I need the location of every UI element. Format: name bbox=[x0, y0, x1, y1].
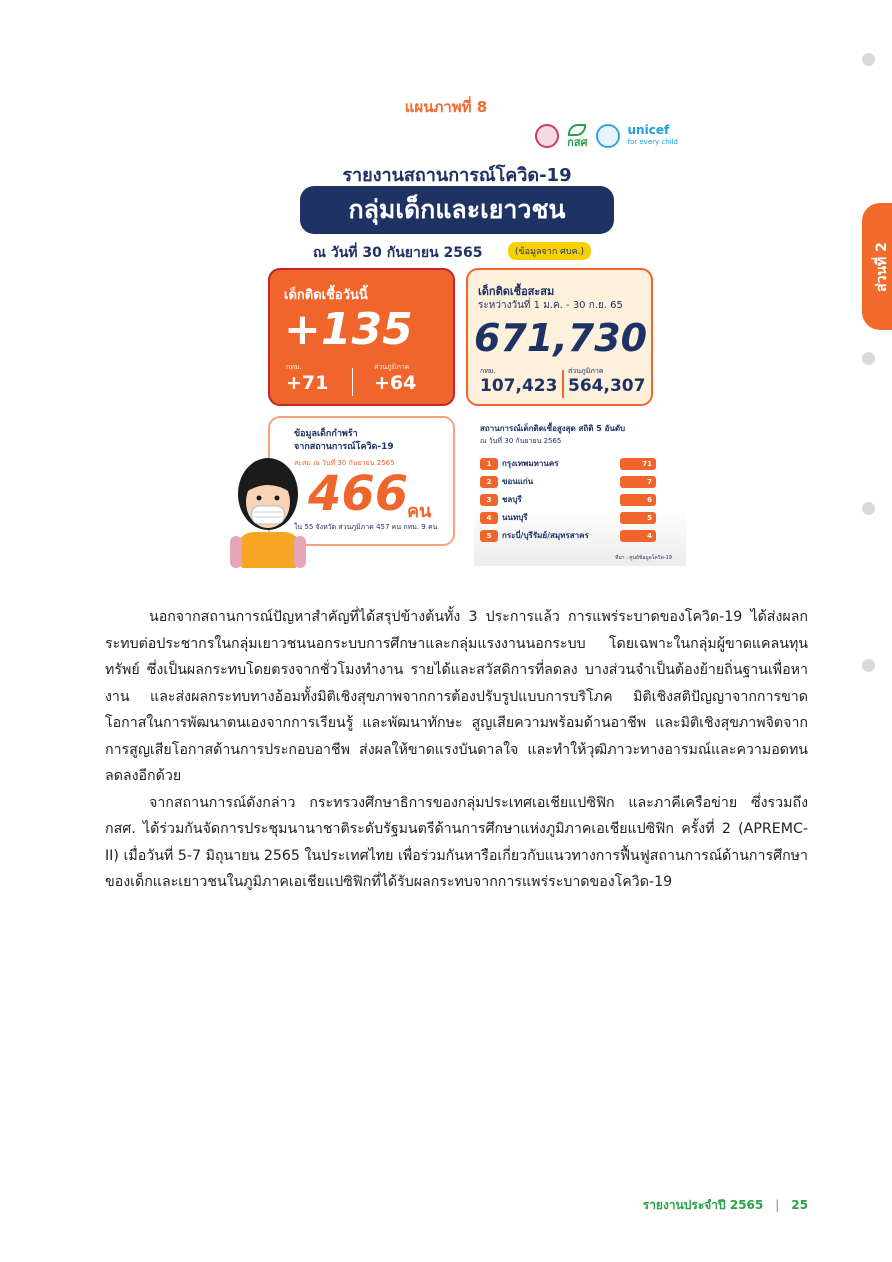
body-text bbox=[105, 604, 808, 896]
page-footer bbox=[0, 1196, 808, 1215]
ranking-row: 4 นนทบุรี 5 bbox=[480, 512, 684, 525]
ranking-as-of: ณ วันที่ 30 กันยายน 2565 bbox=[480, 437, 562, 445]
cumulative-heading: เด็กติดเชื้อสะสม bbox=[478, 285, 555, 298]
divider bbox=[562, 370, 564, 398]
section-tab bbox=[862, 203, 892, 330]
partner-logos bbox=[535, 120, 678, 152]
ranking-credit: ที่มา : ศูนย์ข้อมูลโควิด-19 bbox=[615, 555, 672, 561]
ranking-row: 1 กรุงเทพมหานคร 71 bbox=[480, 458, 684, 471]
daily-bkk-value: +71 bbox=[286, 372, 329, 394]
cumulative-region-label: ส่วนภูมิภาค bbox=[568, 367, 604, 375]
cumulative-bkk-label: กทม. bbox=[480, 367, 496, 375]
cumulative-infections-card bbox=[466, 268, 653, 406]
cumulative-total: 671,730 bbox=[474, 316, 648, 360]
daily-total: +135 bbox=[284, 304, 413, 355]
moe-seal-icon bbox=[535, 124, 559, 148]
cumulative-bkk-value: 107,423 bbox=[480, 376, 558, 396]
daily-bkk-label: กทม. bbox=[286, 363, 302, 371]
leaf-icon bbox=[568, 124, 586, 136]
girl-with-mask-illustration bbox=[228, 454, 308, 568]
orphans-unit: คน bbox=[407, 501, 432, 522]
orphans-total: 466 bbox=[308, 466, 409, 522]
footer-report-name: รายงานประจำปี 2565 bbox=[642, 1198, 764, 1212]
eef-logo: กสศ bbox=[567, 124, 587, 148]
cumulative-period: ระหว่างวันที่ 1 ม.ค. - 30 ก.ย. 65 bbox=[478, 300, 623, 311]
ranking-row: 2 ขอนแก่น 7 bbox=[480, 476, 684, 489]
daily-region-value: +64 bbox=[374, 372, 417, 394]
figure-caption: แผนภาพที่ 8 bbox=[404, 98, 488, 116]
orphans-heading: ข้อมูลเด็กกำพร้า จากสถานการณ์โควิด-19 bbox=[294, 429, 394, 452]
ranking-row: 5 กระบี่/บุรีรัมย์/สมุทรสาคร 4 bbox=[480, 530, 684, 543]
report-title: รายงานสถานการณ์โควิด-19 bbox=[342, 165, 572, 186]
page-dot bbox=[862, 53, 875, 66]
orphans-as-of: สะสม ณ วันที่ 30 กันยายน 2565 bbox=[294, 459, 395, 467]
daily-infections-card bbox=[268, 268, 455, 406]
cumulative-region-value: 564,307 bbox=[568, 376, 646, 396]
ranking-row: 3 ชลบุรี 6 bbox=[480, 494, 684, 507]
divider bbox=[352, 368, 353, 396]
top5-provinces-panel bbox=[474, 416, 686, 566]
paragraph: จากสถานการณ์ดังกล่าว กระทรวงศึกษาธิการของกลุ่มประเทศเอเชียแปซิฟิก และภาคีเครือข่าย ซึ่งรวมถึง กสศ. ได้ร่วมกันจัดการประชุมนานาชาติระดับรัฐมนตรีด้านการศึกษาแห่งภูมิภาคเอเชียแปซิฟิก ครั้งที่ 2 (APREMC-II) เมื่อวันที่ 5-7 มิถุนายน 2565 ในประเทศไทย เพื่อร่วมกันหารือเกี่ยวกับแนวทางการฟื้นฟูสถานการณ์ด้านการศึกษาของเด็กและเยาวชนในภูมิภาคเอเชียแปซิฟิกที่ได้รับผลกระทบจากการแพร่ระบาดของโควิด-19 bbox=[105, 794, 808, 890]
unicef-logo: unicef for every child bbox=[627, 123, 678, 146]
covid-infographic bbox=[228, 118, 686, 568]
orphans-note: ใน 55 จังหวัด ส่วนภูมิภาค 457 คน กทม. 9 คน bbox=[294, 523, 438, 531]
report-date: ณ วันที่ 30 กันยายน 2565 bbox=[313, 245, 483, 261]
page-number: 25 bbox=[791, 1198, 808, 1212]
section-tab-label: ส่วนที่ 2 bbox=[874, 241, 890, 292]
page-dot bbox=[862, 502, 875, 515]
page-dot bbox=[862, 659, 875, 672]
daily-heading: เด็กติดเชื้อวันนี้ bbox=[284, 288, 368, 303]
daily-region-label: ส่วนภูมิภาค bbox=[374, 363, 410, 371]
paragraph: นอกจากสถานการณ์ปัญหาสำคัญที่ได้สรุปข้างต้นทั้ง 3 ประการแล้ว การแพร่ระบาดของโควิด-19 ได้ส่งผลกระทบต่อประชากรในกลุ่มเยาวชนนอกระบบการศึกษาและกลุ่มแรงงานนอกระบบ โดยเฉพาะในกลุ่มผู้ขาดแคลนทุนทรัพย์ ซึ่งเป็นผลกระทบโดยตรงจากชั่วโมงทำงาน รายได้และสวัสดิการที่ลดลง บางส่วนจำเป็นต้องย้ายถิ่นฐานเพื่อหางาน และส่งผลกระทบทางอ้อมทั้งมิติเชิงสุขภาพจากการต้องปรับรูปแบบการบริโภค มิติเชิงสติปัญญาจากการขาดโอกาสในการพัฒนาตนเองจากการเรียนรู้ และพัฒนาทักษะ สูญเสียความพร้อมด้านอาชีพ และมิติเชิงสุขภาพจิตจากการสูญเสียโอกาสด้านการประกอบอาชีพ ส่งผลให้ขาดแรงบันดาลใจ และทำให้วุฒิภาวะทางอารมณ์และความอดทนลดลงอีกด้วย bbox=[105, 609, 808, 784]
group-title: กลุ่มเด็กและเยาวชน bbox=[300, 186, 614, 234]
footer-separator: | bbox=[775, 1198, 780, 1212]
source-badge: (ข้อมูลจาก ศบค.) bbox=[508, 242, 591, 260]
partner-circle-icon bbox=[596, 124, 620, 148]
page-dot bbox=[862, 352, 875, 365]
ranking-heading: สถานการณ์เด็กติดเชื้อสูงสุด สถิติ 5 อันดับ bbox=[480, 424, 626, 433]
